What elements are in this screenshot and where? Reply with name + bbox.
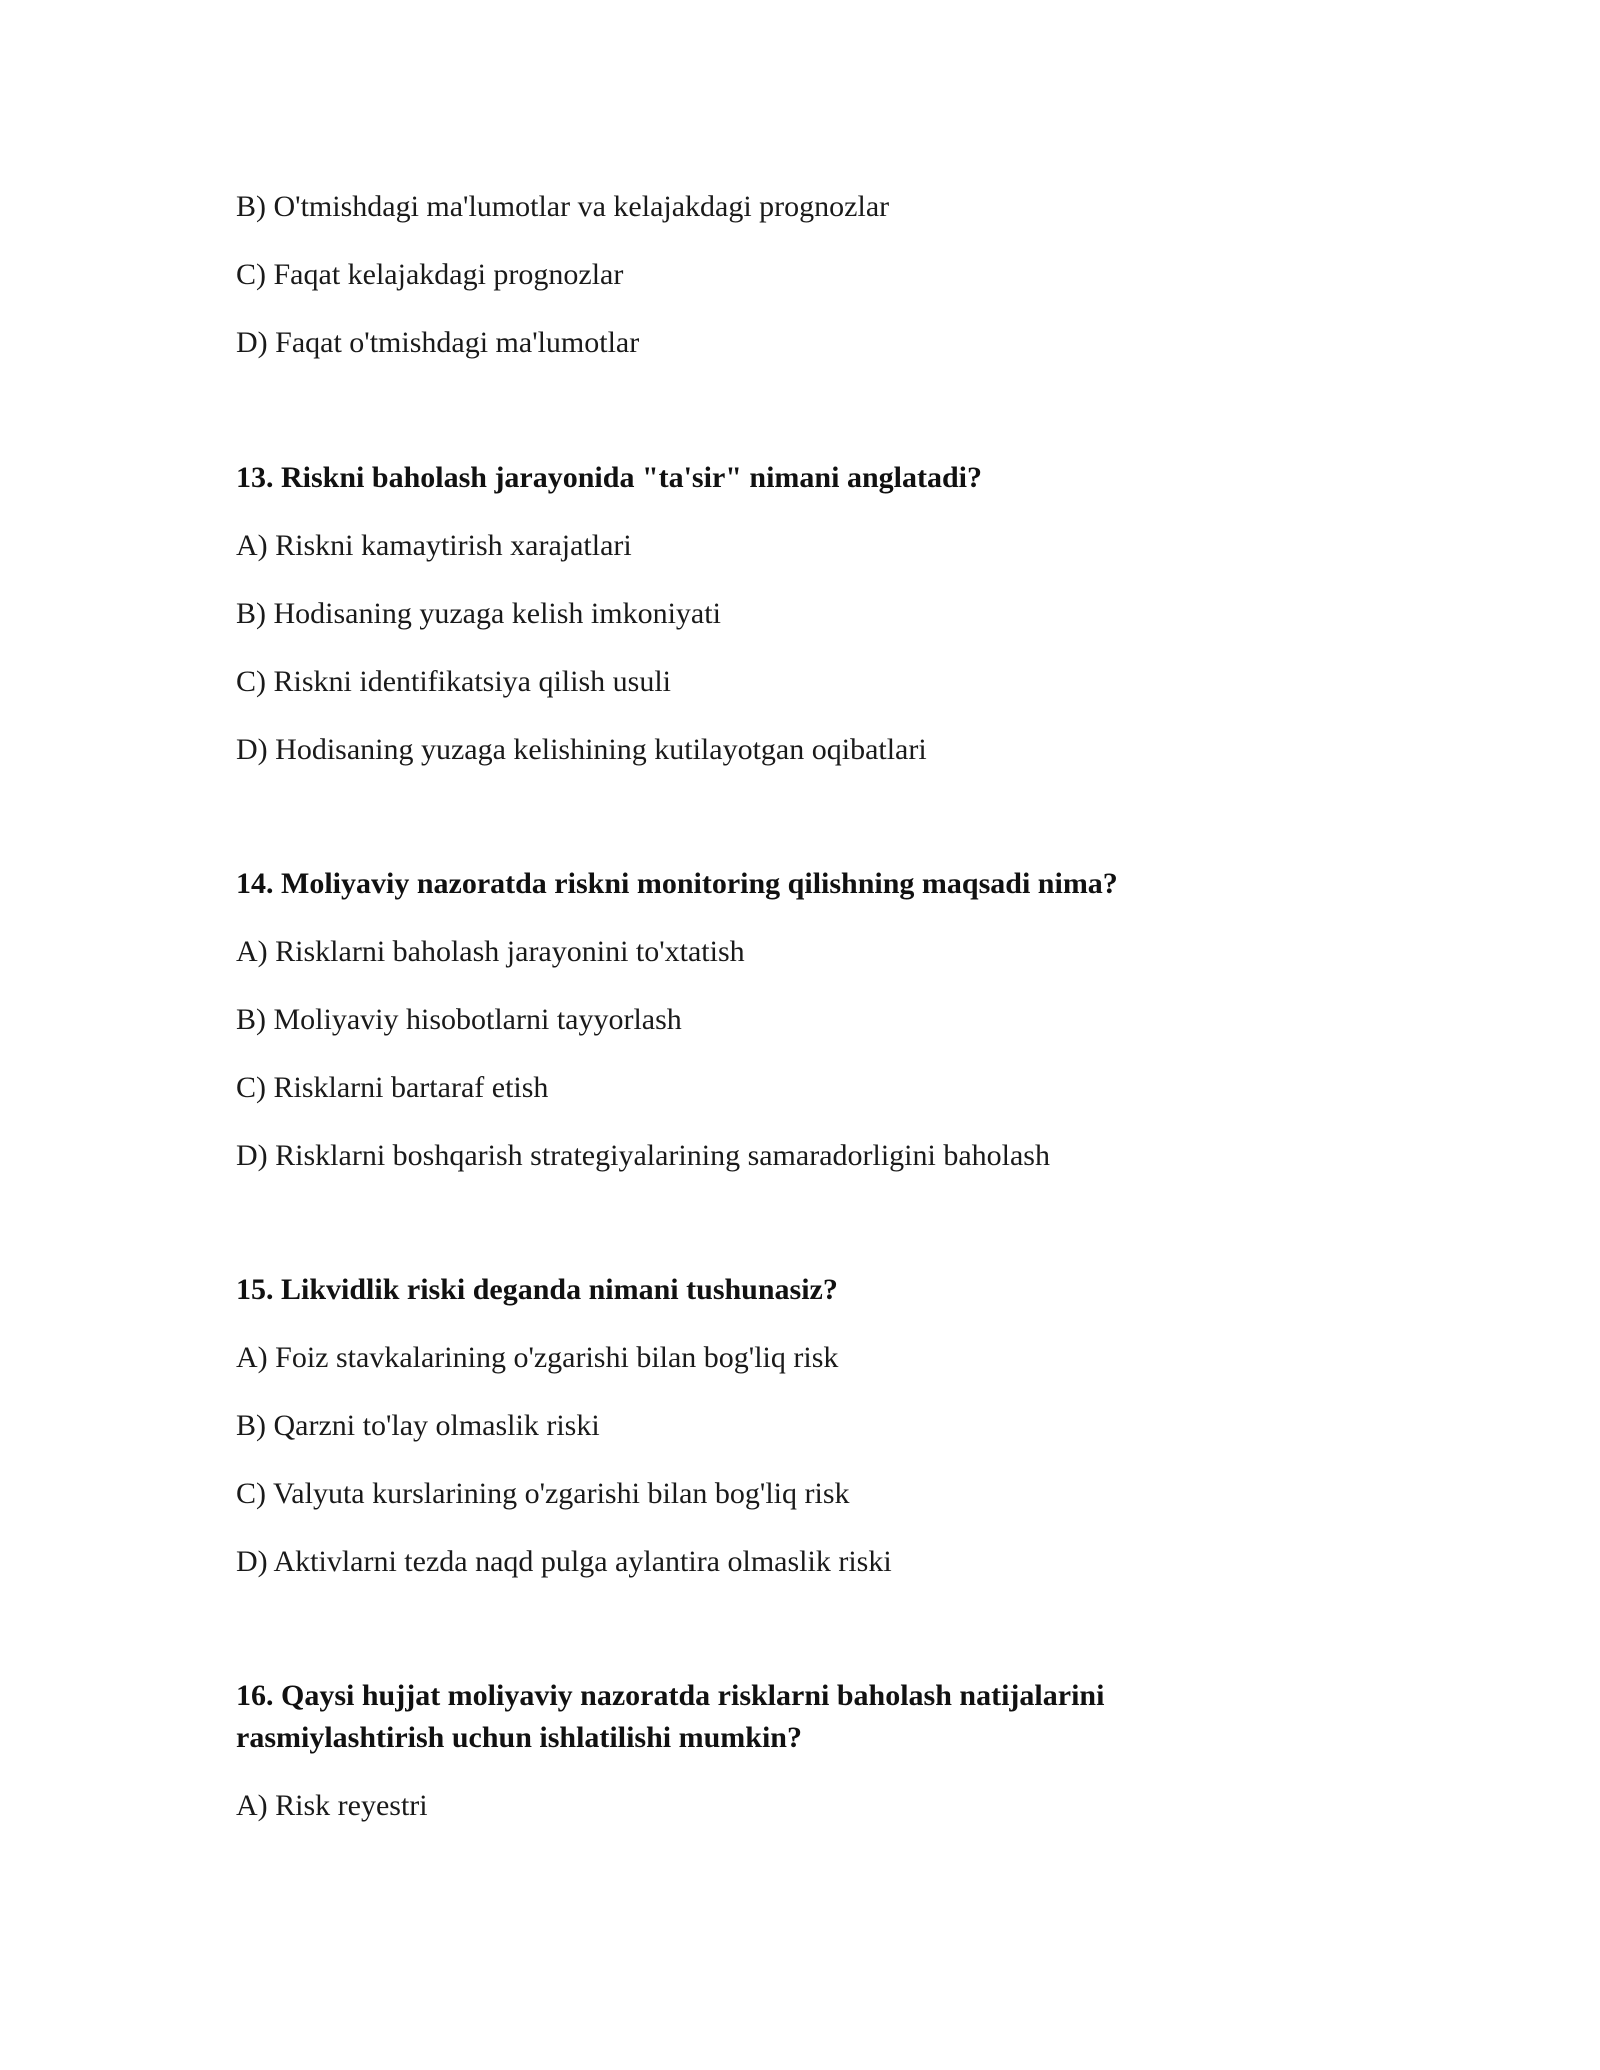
option-14-c: C) Risklarni bartaraf etish bbox=[236, 1071, 549, 1104]
question-13: 13. Riskni baholash jarayonida "ta'sir" nimani anglatadi? bbox=[236, 461, 982, 494]
option-14-d: D) Risklarni boshqarish strategiyalarining samaradorligini baholash bbox=[236, 1139, 1050, 1172]
option-15-d: D) Aktivlarni tezda naqd pulga aylantira olmaslik riski bbox=[236, 1545, 892, 1578]
option-13-b: B) Hodisaning yuzaga kelish imkoniyati bbox=[236, 597, 721, 630]
option-16-a: A) Risk reyestri bbox=[236, 1789, 428, 1822]
question-16-line-1: 16. Qaysi hujjat moliyaviy nazoratda risklarni baholash natijalarini bbox=[236, 1679, 1105, 1712]
option-13-a: A) Riskni kamaytirish xarajatlari bbox=[236, 529, 632, 562]
question-15: 15. Likvidlik riski deganda nimani tushunasiz? bbox=[236, 1273, 838, 1306]
option-13-c: C) Riskni identifikatsiya qilish usuli bbox=[236, 665, 671, 698]
option-15-c: C) Valyuta kurslarining o'zgarishi bilan bog'liq risk bbox=[236, 1477, 850, 1510]
option-prev-c: C) Faqat kelajakdagi prognozlar bbox=[236, 258, 624, 291]
question-14: 14. Moliyaviy nazoratda riskni monitoring qilishning maqsadi nima? bbox=[236, 867, 1118, 900]
option-14-b: B) Moliyaviy hisobotlarni tayyorlash bbox=[236, 1003, 682, 1036]
option-15-a: A) Foiz stavkalarining o'zgarishi bilan bog'liq risk bbox=[236, 1341, 839, 1374]
option-15-b: B) Qarzni to'lay olmaslik riski bbox=[236, 1409, 600, 1442]
question-16-line-2: rasmiylashtirish uchun ishlatilishi mumkin? bbox=[236, 1721, 802, 1754]
option-prev-d: D) Faqat o'tmishdagi ma'lumotlar bbox=[236, 326, 640, 359]
option-14-a: A) Risklarni baholash jarayonini to'xtatish bbox=[236, 935, 745, 968]
option-prev-b: B) O'tmishdagi ma'lumotlar va kelajakdagi prognozlar bbox=[236, 190, 890, 223]
option-13-d: D) Hodisaning yuzaga kelishining kutilayotgan oqibatlari bbox=[236, 733, 927, 766]
